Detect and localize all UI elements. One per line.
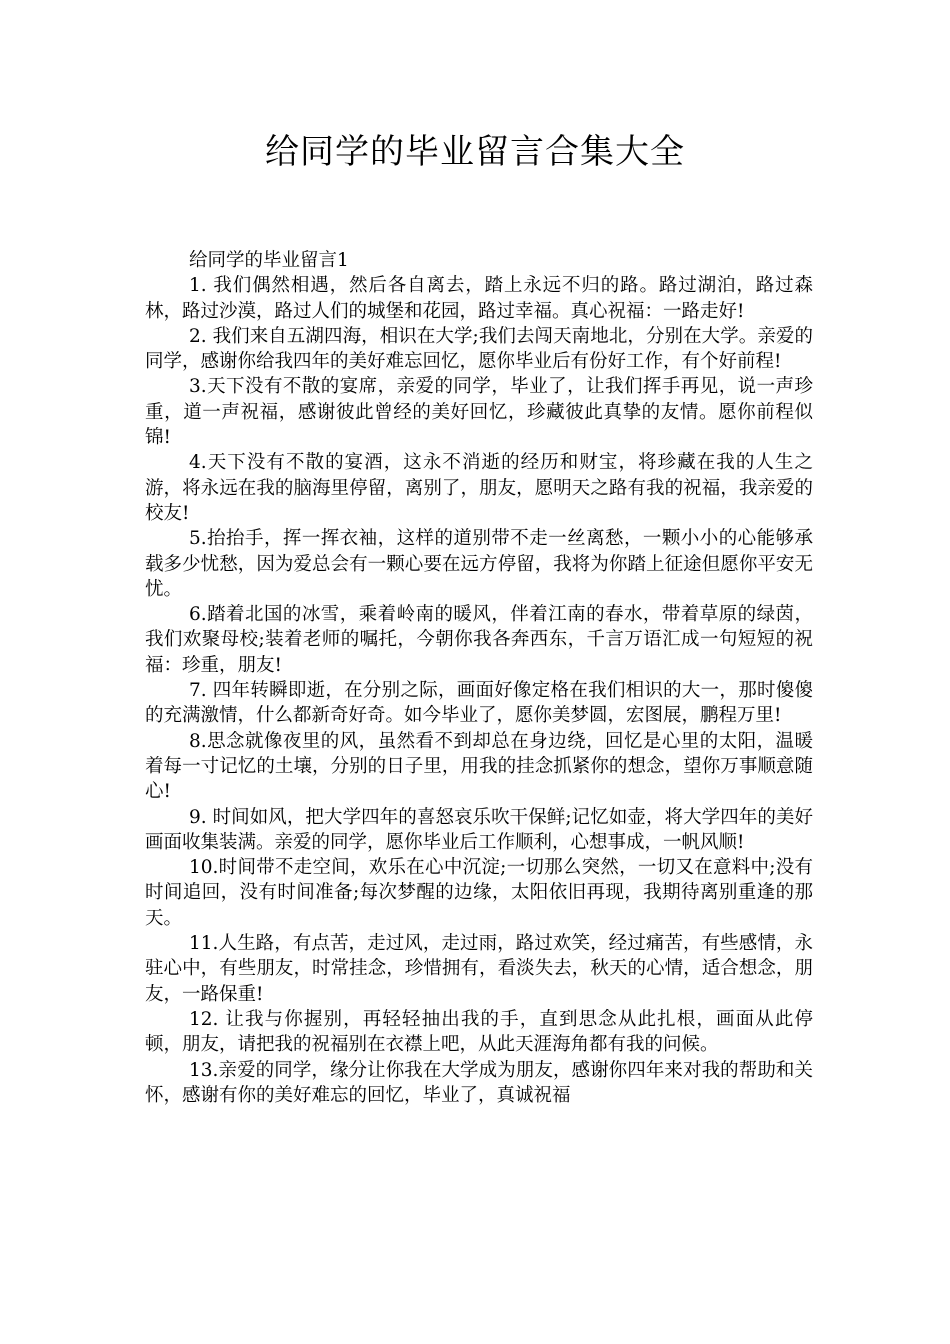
paragraph-4: 4.天下没有不散的宴酒，这永不消逝的经历和财宝，将珍藏在我的人生之游，将永远在我的脑海里停留，离别了，朋友，愿明天之路有我的祝福，我亲爱的校友! xyxy=(145,452,813,524)
paragraph-1: 1. 我们偶然相遇，然后各自离去，踏上永远不归的路。路过湖泊，路过森林，路过沙漠，路过人们的城堡和花园，路过幸福。真心祝福：一路走好! xyxy=(145,275,813,322)
paragraph-10: 10.时间带不走空间，欢乐在心中沉淀;一切那么突然，一切又在意料中;没有时间追回，没有时间准备;每次梦醒的边缘，太阳依旧再现，我期待离别重逢的那天。 xyxy=(145,857,813,929)
document-body xyxy=(145,248,813,1108)
paragraph-11: 11.人生路，有点苦，走过风，走过雨，路过欢笑，经过痛苦，有些感情，永驻心中，有些朋友，时常挂念，珍惜拥有，看淡失去，秋天的心情，适合想念，朋友，一路保重! xyxy=(145,933,813,1005)
section-heading: 给同学的毕业留言1 xyxy=(189,250,349,271)
paragraph-5: 5.抬抬手，挥一挥衣袖，这样的道别带不走一丝离愁，一颗小小的心能够承载多少忧愁，因为爱总会有一颗心要在远方停留，我将为你踏上征途但愿你平安无忧。 xyxy=(145,528,813,600)
paragraph-7: 7. 四年转瞬即逝，在分别之际，画面好像定格在我们相识的大一，那时傻傻的充满激情，什么都新奇好奇。如今毕业了，愿你美梦圆，宏图展，鹏程万里! xyxy=(145,680,813,727)
paragraph-2: 2. 我们来自五湖四海，相识在大学;我们去闯天南地北，分别在大学。亲爱的同学，感谢你给我四年的美好难忘回忆，愿你毕业后有份好工作，有个好前程! xyxy=(145,325,813,373)
paragraph-9: 9. 时间如风，把大学四年的喜怒哀乐吹干保鲜;记忆如壶，将大学四年的美好画面收集装满。亲爱的同学，愿你毕业后工作顺利，心想事成，一帆风顺! xyxy=(145,806,813,853)
paragraph-13: 13.亲爱的同学，缘分让你我在大学成为朋友，感谢你四年来对我的帮助和关怀，感谢有你的美好难忘的回忆，毕业了，真诚祝福 xyxy=(145,1059,813,1106)
paragraph-12: 12. 让我与你握别，再轻轻抽出我的手，直到思念从此扎根，画面从此停顿，朋友，请把我的祝福别在衣襟上吧，从此天涯海角都有我的问候。 xyxy=(145,1008,813,1056)
paragraph-3: 3.天下没有不散的宴席，亲爱的同学，毕业了，让我们挥手再见，说一声珍重，道一声祝福，感谢彼此曾经的美好回忆，珍藏彼此真挚的友情。愿你前程似锦! xyxy=(145,376,813,449)
document-title: 给同学的毕业留言合集大全 xyxy=(265,132,685,172)
paragraph-6: 6.踏着北国的冰雪，乘着岭南的暖风，伴着江南的春水，带着草原的绿茵，我们欢聚母校;装着老师的嘱托，今朝你我各奔西东，千言万语汇成一句短短的祝福：珍重，朋友! xyxy=(145,604,813,676)
paragraph-8: 8.思念就像夜里的风，虽然看不到却总在身边绕，回忆是心里的太阳，温暖着每一寸记忆的土壤，分别的日子里，用我的挂念抓紧你的想念，望你万事顺意随心! xyxy=(145,730,813,803)
